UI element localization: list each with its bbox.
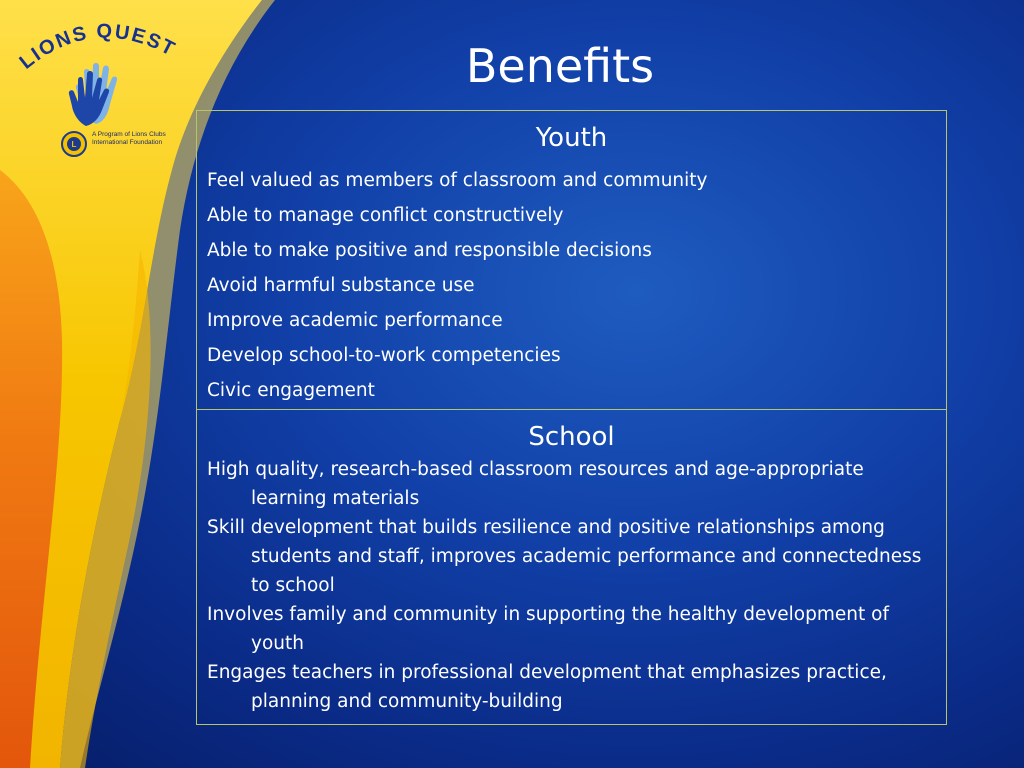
school-list (207, 455, 927, 716)
list-item: Civic engagement (207, 380, 375, 401)
school-panel (196, 409, 947, 725)
list-item: Able to make positive and responsible decisions (207, 240, 652, 261)
school-heading: School (528, 422, 615, 452)
hands-icon (66, 58, 136, 126)
youth-list (207, 163, 946, 408)
list-item: Develop school-to-work competencies (207, 345, 561, 366)
list-item: Feel valued as members of classroom and community (207, 170, 708, 191)
list-item: Able to manage conflict constructively (207, 205, 564, 226)
youth-panel (196, 110, 947, 410)
svg-text:LIONS QUEST: LIONS QUEST (15, 20, 180, 74)
svg-text:L: L (71, 140, 77, 149)
program-note: A Program of Lions Clubs International Foundation (92, 131, 166, 146)
youth-heading: Youth (535, 123, 608, 153)
list-item: Skill development that builds resilience and positive relationships among students and staff, improves academic performance and connectedness to school (207, 517, 922, 596)
list-item: Improve academic performance (207, 310, 503, 331)
list-item: Involves family and community in supporting the healthy development of youth (207, 604, 889, 654)
lions-emblem-icon (60, 130, 88, 158)
list-item: High quality, research-based classroom resources and age-appropriate learning materials (207, 459, 864, 509)
slide-title: Benefits (465, 39, 655, 93)
list-item: Avoid harmful substance use (207, 275, 475, 296)
lions-quest-logo (8, 12, 178, 162)
list-item: Engages teachers in professional development that emphasizes practice, planning and community-building (207, 662, 887, 712)
